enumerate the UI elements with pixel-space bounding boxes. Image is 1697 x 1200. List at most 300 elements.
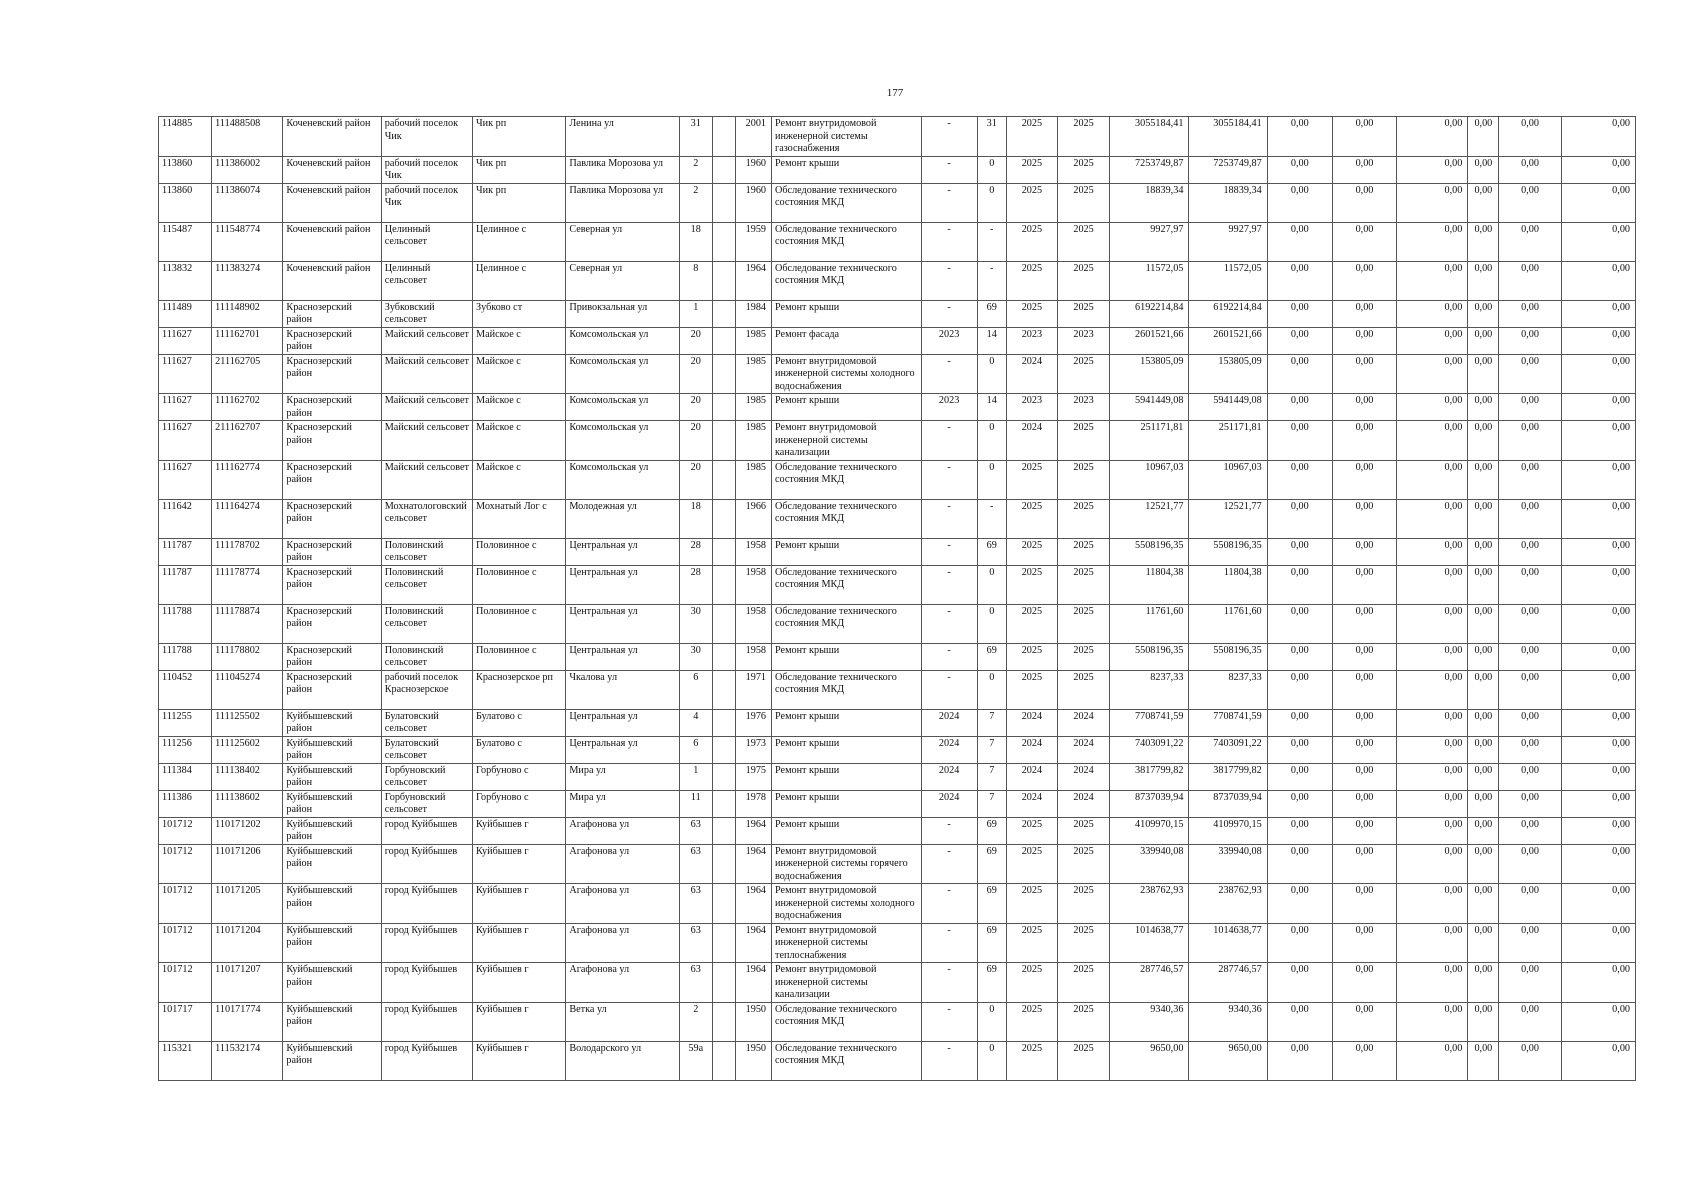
cell-house-id: 111255 — [159, 709, 212, 736]
cell-municipality: рабочий поселок Краснозерское — [381, 670, 472, 709]
cell-local-funds: 0,00 — [1397, 643, 1468, 670]
cell-reserve-funds: 0,00 — [1561, 1041, 1635, 1080]
cell-total-cost: 5941449,08 — [1110, 394, 1189, 421]
cell-start-year: 2023 — [1006, 327, 1057, 354]
cell-wear-percent: 69 — [977, 538, 1006, 565]
table-row — [159, 643, 1636, 670]
cell-house-id: 115487 — [159, 222, 212, 261]
cell-start-year: 2025 — [1006, 604, 1057, 643]
cell-fund-cost: 9650,00 — [1189, 1041, 1267, 1080]
cell-local-funds: 0,00 — [1397, 963, 1468, 1003]
cell-street: Ветка ул — [566, 1002, 679, 1041]
cell-wear-percent: 14 — [977, 394, 1006, 421]
cell-regional-funds: 0,00 — [1332, 460, 1396, 499]
cell-owner-share: 0,00 — [1468, 1041, 1499, 1080]
cell-fund-cost: 9927,97 — [1189, 222, 1267, 261]
cell-regional-funds: 0,00 — [1332, 736, 1396, 763]
cell-work-type: Ремонт внутридомовой инженерной системы холодного водоснабжения — [772, 884, 922, 924]
cell-end-year: 2025 — [1057, 817, 1109, 844]
cell-fund-cost: 7708741,59 — [1189, 709, 1267, 736]
cell-district: Краснозерский район — [283, 499, 381, 538]
cell-prior-year: - — [921, 300, 977, 327]
cell-district: Куйбышевский район — [283, 1002, 381, 1041]
cell-settlement: Целинное с — [473, 222, 566, 261]
cell-work-type: Ремонт крыши — [772, 709, 922, 736]
cell-prior-year: 2024 — [921, 736, 977, 763]
cell-end-year: 2023 — [1057, 394, 1109, 421]
cell-street: Комсомольская ул — [566, 394, 679, 421]
cell-end-year: 2025 — [1057, 844, 1109, 884]
cell-work-type: Ремонт крыши — [772, 394, 922, 421]
cell-local-funds: 0,00 — [1397, 421, 1468, 461]
cell-build-year: 1958 — [735, 604, 771, 643]
cell-owner-share: 0,00 — [1468, 844, 1499, 884]
cell-settlement: Горбуново с — [473, 790, 566, 817]
cell-street: Агафонова ул — [566, 817, 679, 844]
cell-federal-funds: 0,00 — [1267, 460, 1332, 499]
cell-other-funds: 0,00 — [1499, 643, 1561, 670]
cell-building — [712, 1002, 735, 1041]
cell-prior-year: - — [921, 156, 977, 183]
cell-prior-year: - — [921, 117, 977, 157]
cell-district: Куйбышевский район — [283, 963, 381, 1003]
cell-fund-cost: 12521,77 — [1189, 499, 1267, 538]
cell-building — [712, 790, 735, 817]
table-row — [159, 538, 1636, 565]
cell-start-year: 2025 — [1006, 923, 1057, 963]
cell-local-funds: 0,00 — [1397, 156, 1468, 183]
cell-start-year: 2025 — [1006, 499, 1057, 538]
cell-house-id: 111627 — [159, 421, 212, 461]
cell-wear-percent: 14 — [977, 327, 1006, 354]
table-row — [159, 817, 1636, 844]
cell-building — [712, 643, 735, 670]
cell-wear-percent: 0 — [977, 354, 1006, 394]
cell-end-year: 2025 — [1057, 565, 1109, 604]
cell-work-type: Обследование технического состояния МКД — [772, 670, 922, 709]
table-row — [159, 421, 1636, 461]
cell-build-year: 1958 — [735, 565, 771, 604]
cell-owner-share: 0,00 — [1468, 117, 1499, 157]
cell-regional-funds: 0,00 — [1332, 538, 1396, 565]
cell-other-funds: 0,00 — [1499, 763, 1561, 790]
cell-prior-year: - — [921, 844, 977, 884]
cell-work-type: Ремонт внутридомовой инженерной системы газоснабжения — [772, 117, 922, 157]
cell-total-cost: 4109970,15 — [1110, 817, 1189, 844]
cell-district: Краснозерский район — [283, 643, 381, 670]
cell-work-id: 111125602 — [212, 736, 283, 763]
cell-work-id: 211162707 — [212, 421, 283, 461]
cell-owner-share: 0,00 — [1468, 327, 1499, 354]
cell-work-id: 111386002 — [212, 156, 283, 183]
cell-prior-year: 2024 — [921, 709, 977, 736]
cell-municipality: город Куйбышев — [381, 1041, 472, 1080]
cell-work-type: Ремонт крыши — [772, 643, 922, 670]
cell-work-type: Ремонт крыши — [772, 790, 922, 817]
cell-prior-year: - — [921, 421, 977, 461]
table-row — [159, 394, 1636, 421]
cell-work-type: Ремонт внутридомовой инженерной системы горячего водоснабжения — [772, 844, 922, 884]
cell-reserve-funds: 0,00 — [1561, 790, 1635, 817]
cell-local-funds: 0,00 — [1397, 1002, 1468, 1041]
cell-reserve-funds: 0,00 — [1561, 884, 1635, 924]
cell-build-year: 1964 — [735, 884, 771, 924]
cell-regional-funds: 0,00 — [1332, 709, 1396, 736]
cell-regional-funds: 0,00 — [1332, 183, 1396, 222]
cell-reserve-funds: 0,00 — [1561, 421, 1635, 461]
cell-street: Павлика Морозова ул — [566, 183, 679, 222]
cell-end-year: 2025 — [1057, 604, 1109, 643]
cell-district: Коченевский район — [283, 261, 381, 300]
cell-municipality: город Куйбышев — [381, 963, 472, 1003]
cell-total-cost: 9927,97 — [1110, 222, 1189, 261]
cell-total-cost: 339940,08 — [1110, 844, 1189, 884]
cell-prior-year: - — [921, 354, 977, 394]
cell-other-funds: 0,00 — [1499, 736, 1561, 763]
cell-building — [712, 709, 735, 736]
cell-district: Коченевский район — [283, 222, 381, 261]
cell-district: Куйбышевский район — [283, 763, 381, 790]
cell-owner-share: 0,00 — [1468, 763, 1499, 790]
cell-wear-percent: 7 — [977, 709, 1006, 736]
cell-wear-percent: 0 — [977, 1002, 1006, 1041]
cell-owner-share: 0,00 — [1468, 300, 1499, 327]
cell-work-type: Ремонт крыши — [772, 817, 922, 844]
cell-start-year: 2025 — [1006, 538, 1057, 565]
cell-prior-year: - — [921, 670, 977, 709]
cell-street: Центральная ул — [566, 736, 679, 763]
cell-building — [712, 117, 735, 157]
cell-reserve-funds: 0,00 — [1561, 844, 1635, 884]
table-row — [159, 790, 1636, 817]
cell-work-id: 111164274 — [212, 499, 283, 538]
cell-start-year: 2025 — [1006, 460, 1057, 499]
cell-end-year: 2023 — [1057, 327, 1109, 354]
cell-end-year: 2024 — [1057, 736, 1109, 763]
cell-owner-share: 0,00 — [1468, 394, 1499, 421]
cell-house-number: 31 — [679, 117, 712, 157]
cell-settlement: Половинное с — [473, 604, 566, 643]
cell-work-type: Ремонт внутридомовой инженерной системы канализации — [772, 421, 922, 461]
table-row — [159, 763, 1636, 790]
cell-street: Северная ул — [566, 261, 679, 300]
cell-total-cost: 8737039,94 — [1110, 790, 1189, 817]
cell-street: Центральная ул — [566, 709, 679, 736]
cell-start-year: 2024 — [1006, 354, 1057, 394]
cell-wear-percent: 0 — [977, 670, 1006, 709]
cell-prior-year: - — [921, 261, 977, 300]
cell-street: Володарского ул — [566, 1041, 679, 1080]
cell-work-type: Обследование технического состояния МКД — [772, 222, 922, 261]
cell-work-id: 110171206 — [212, 844, 283, 884]
cell-total-cost: 18839,34 — [1110, 183, 1189, 222]
cell-start-year: 2025 — [1006, 884, 1057, 924]
cell-other-funds: 0,00 — [1499, 565, 1561, 604]
cell-settlement: Куйбышев г — [473, 844, 566, 884]
cell-fund-cost: 7403091,22 — [1189, 736, 1267, 763]
cell-street: Молодежная ул — [566, 499, 679, 538]
cell-municipality: Половинский сельсовет — [381, 604, 472, 643]
cell-house-number: 63 — [679, 844, 712, 884]
cell-prior-year: - — [921, 643, 977, 670]
cell-work-id: 110171205 — [212, 884, 283, 924]
cell-build-year: 1985 — [735, 327, 771, 354]
table-row — [159, 261, 1636, 300]
cell-other-funds: 0,00 — [1499, 327, 1561, 354]
cell-wear-percent: 69 — [977, 923, 1006, 963]
cell-municipality: Мохнатологовский сельсовет — [381, 499, 472, 538]
cell-building — [712, 354, 735, 394]
cell-fund-cost: 5508196,35 — [1189, 538, 1267, 565]
cell-build-year: 1950 — [735, 1041, 771, 1080]
cell-wear-percent: - — [977, 222, 1006, 261]
cell-start-year: 2025 — [1006, 117, 1057, 157]
cell-street: Комсомольская ул — [566, 327, 679, 354]
cell-reserve-funds: 0,00 — [1561, 117, 1635, 157]
cell-settlement: Горбуново с — [473, 763, 566, 790]
cell-house-id: 113832 — [159, 261, 212, 300]
cell-district: Куйбышевский район — [283, 1041, 381, 1080]
cell-house-id: 111787 — [159, 565, 212, 604]
cell-building — [712, 736, 735, 763]
cell-work-type: Обследование технического состояния МКД — [772, 261, 922, 300]
cell-municipality: город Куйбышев — [381, 844, 472, 884]
cell-end-year: 2025 — [1057, 1041, 1109, 1080]
cell-municipality: Половинский сельсовет — [381, 565, 472, 604]
cell-prior-year: - — [921, 499, 977, 538]
cell-reserve-funds: 0,00 — [1561, 963, 1635, 1003]
cell-local-funds: 0,00 — [1397, 670, 1468, 709]
cell-federal-funds: 0,00 — [1267, 817, 1332, 844]
cell-settlement: Чик рп — [473, 183, 566, 222]
cell-regional-funds: 0,00 — [1332, 421, 1396, 461]
cell-reserve-funds: 0,00 — [1561, 222, 1635, 261]
cell-house-number: 18 — [679, 499, 712, 538]
cell-start-year: 2025 — [1006, 817, 1057, 844]
cell-other-funds: 0,00 — [1499, 884, 1561, 924]
cell-federal-funds: 0,00 — [1267, 763, 1332, 790]
cell-owner-share: 0,00 — [1468, 499, 1499, 538]
cell-work-id: 111045274 — [212, 670, 283, 709]
cell-reserve-funds: 0,00 — [1561, 709, 1635, 736]
cell-district: Куйбышевский район — [283, 923, 381, 963]
cell-district: Краснозерский район — [283, 394, 381, 421]
cell-end-year: 2025 — [1057, 421, 1109, 461]
cell-settlement: Половинное с — [473, 538, 566, 565]
cell-fund-cost: 4109970,15 — [1189, 817, 1267, 844]
cell-build-year: 1966 — [735, 499, 771, 538]
cell-end-year: 2024 — [1057, 763, 1109, 790]
cell-fund-cost: 11572,05 — [1189, 261, 1267, 300]
cell-house-id: 111627 — [159, 354, 212, 394]
cell-other-funds: 0,00 — [1499, 394, 1561, 421]
cell-district: Краснозерский район — [283, 300, 381, 327]
cell-owner-share: 0,00 — [1468, 565, 1499, 604]
cell-municipality: город Куйбышев — [381, 817, 472, 844]
cell-local-funds: 0,00 — [1397, 222, 1468, 261]
cell-work-type: Ремонт крыши — [772, 300, 922, 327]
cell-start-year: 2025 — [1006, 300, 1057, 327]
cell-owner-share: 0,00 — [1468, 460, 1499, 499]
cell-build-year: 1958 — [735, 643, 771, 670]
cell-work-type: Ремонт крыши — [772, 736, 922, 763]
cell-building — [712, 565, 735, 604]
cell-work-id: 111178802 — [212, 643, 283, 670]
cell-house-id: 115321 — [159, 1041, 212, 1080]
cell-build-year: 1964 — [735, 923, 771, 963]
cell-federal-funds: 0,00 — [1267, 327, 1332, 354]
cell-local-funds: 0,00 — [1397, 183, 1468, 222]
cell-fund-cost: 5941449,08 — [1189, 394, 1267, 421]
cell-house-number: 30 — [679, 604, 712, 643]
cell-wear-percent: - — [977, 499, 1006, 538]
cell-owner-share: 0,00 — [1468, 604, 1499, 643]
cell-start-year: 2024 — [1006, 763, 1057, 790]
cell-street: Агафонова ул — [566, 884, 679, 924]
cell-regional-funds: 0,00 — [1332, 763, 1396, 790]
cell-prior-year: - — [921, 460, 977, 499]
cell-house-id: 111788 — [159, 604, 212, 643]
cell-other-funds: 0,00 — [1499, 790, 1561, 817]
cell-start-year: 2024 — [1006, 421, 1057, 461]
cell-street: Мира ул — [566, 790, 679, 817]
cell-work-id: 111162702 — [212, 394, 283, 421]
cell-house-number: 6 — [679, 670, 712, 709]
cell-build-year: 1971 — [735, 670, 771, 709]
cell-build-year: 1978 — [735, 790, 771, 817]
cell-build-year: 1976 — [735, 709, 771, 736]
cell-build-year: 1984 — [735, 300, 771, 327]
cell-local-funds: 0,00 — [1397, 923, 1468, 963]
cell-total-cost: 2601521,66 — [1110, 327, 1189, 354]
cell-fund-cost: 18839,34 — [1189, 183, 1267, 222]
cell-building — [712, 1041, 735, 1080]
cell-fund-cost: 10967,03 — [1189, 460, 1267, 499]
cell-local-funds: 0,00 — [1397, 604, 1468, 643]
cell-total-cost: 9650,00 — [1110, 1041, 1189, 1080]
cell-start-year: 2025 — [1006, 565, 1057, 604]
cell-work-type: Обследование технического состояния МКД — [772, 1002, 922, 1041]
table-row — [159, 499, 1636, 538]
cell-fund-cost: 153805,09 — [1189, 354, 1267, 394]
cell-street: Центральная ул — [566, 604, 679, 643]
cell-building — [712, 156, 735, 183]
cell-house-number: 63 — [679, 884, 712, 924]
cell-prior-year: - — [921, 538, 977, 565]
table-row — [159, 117, 1636, 157]
cell-total-cost: 7708741,59 — [1110, 709, 1189, 736]
cell-work-id: 110171774 — [212, 1002, 283, 1041]
cell-district: Краснозерский район — [283, 421, 381, 461]
cell-total-cost: 238762,93 — [1110, 884, 1189, 924]
cell-owner-share: 0,00 — [1468, 670, 1499, 709]
cell-local-funds: 0,00 — [1397, 538, 1468, 565]
cell-house-number: 11 — [679, 790, 712, 817]
cell-federal-funds: 0,00 — [1267, 538, 1332, 565]
cell-fund-cost: 9340,36 — [1189, 1002, 1267, 1041]
cell-work-id: 111178874 — [212, 604, 283, 643]
cell-house-id: 111787 — [159, 538, 212, 565]
cell-end-year: 2025 — [1057, 354, 1109, 394]
cell-regional-funds: 0,00 — [1332, 565, 1396, 604]
cell-federal-funds: 0,00 — [1267, 565, 1332, 604]
cell-wear-percent: 0 — [977, 1041, 1006, 1080]
cell-total-cost: 11804,38 — [1110, 565, 1189, 604]
cell-municipality: Майский сельсовет — [381, 394, 472, 421]
cell-municipality: Майский сельсовет — [381, 327, 472, 354]
cell-owner-share: 0,00 — [1468, 222, 1499, 261]
cell-regional-funds: 0,00 — [1332, 394, 1396, 421]
cell-local-funds: 0,00 — [1397, 460, 1468, 499]
cell-house-number: 6 — [679, 736, 712, 763]
cell-other-funds: 0,00 — [1499, 460, 1561, 499]
cell-federal-funds: 0,00 — [1267, 117, 1332, 157]
cell-federal-funds: 0,00 — [1267, 963, 1332, 1003]
cell-federal-funds: 0,00 — [1267, 222, 1332, 261]
cell-start-year: 2025 — [1006, 963, 1057, 1003]
cell-prior-year: - — [921, 565, 977, 604]
cell-owner-share: 0,00 — [1468, 923, 1499, 963]
cell-build-year: 1985 — [735, 354, 771, 394]
cell-reserve-funds: 0,00 — [1561, 394, 1635, 421]
cell-regional-funds: 0,00 — [1332, 923, 1396, 963]
cell-build-year: 1960 — [735, 183, 771, 222]
cell-local-funds: 0,00 — [1397, 261, 1468, 300]
cell-settlement: Краснозерское рп — [473, 670, 566, 709]
cell-house-id: 101712 — [159, 844, 212, 884]
cell-end-year: 2025 — [1057, 670, 1109, 709]
cell-district: Краснозерский район — [283, 538, 381, 565]
cell-start-year: 2025 — [1006, 1002, 1057, 1041]
cell-federal-funds: 0,00 — [1267, 844, 1332, 884]
cell-total-cost: 3055184,41 — [1110, 117, 1189, 157]
cell-settlement: Чик рп — [473, 117, 566, 157]
cell-prior-year: - — [921, 884, 977, 924]
cell-work-type: Ремонт крыши — [772, 763, 922, 790]
cell-district: Куйбышевский район — [283, 844, 381, 884]
cell-house-number: 18 — [679, 222, 712, 261]
cell-fund-cost: 11804,38 — [1189, 565, 1267, 604]
cell-end-year: 2024 — [1057, 790, 1109, 817]
cell-house-number: 20 — [679, 460, 712, 499]
cell-settlement: Чик рп — [473, 156, 566, 183]
cell-regional-funds: 0,00 — [1332, 261, 1396, 300]
cell-fund-cost: 3055184,41 — [1189, 117, 1267, 157]
cell-house-number: 2 — [679, 1002, 712, 1041]
cell-house-number: 2 — [679, 156, 712, 183]
cell-building — [712, 884, 735, 924]
cell-settlement: Половинное с — [473, 565, 566, 604]
cell-settlement: Майское с — [473, 394, 566, 421]
cell-settlement: Целинное с — [473, 261, 566, 300]
cell-regional-funds: 0,00 — [1332, 327, 1396, 354]
cell-build-year: 1964 — [735, 261, 771, 300]
cell-district: Краснозерский район — [283, 460, 381, 499]
cell-owner-share: 0,00 — [1468, 817, 1499, 844]
cell-settlement: Зубково ст — [473, 300, 566, 327]
cell-street: Агафонова ул — [566, 923, 679, 963]
cell-federal-funds: 0,00 — [1267, 183, 1332, 222]
cell-start-year: 2024 — [1006, 790, 1057, 817]
cell-house-id: 101712 — [159, 817, 212, 844]
cell-build-year: 1973 — [735, 736, 771, 763]
cell-building — [712, 300, 735, 327]
cell-work-type: Обследование технического состояния МКД — [772, 460, 922, 499]
cell-federal-funds: 0,00 — [1267, 643, 1332, 670]
cell-regional-funds: 0,00 — [1332, 643, 1396, 670]
cell-wear-percent: 69 — [977, 963, 1006, 1003]
cell-federal-funds: 0,00 — [1267, 156, 1332, 183]
